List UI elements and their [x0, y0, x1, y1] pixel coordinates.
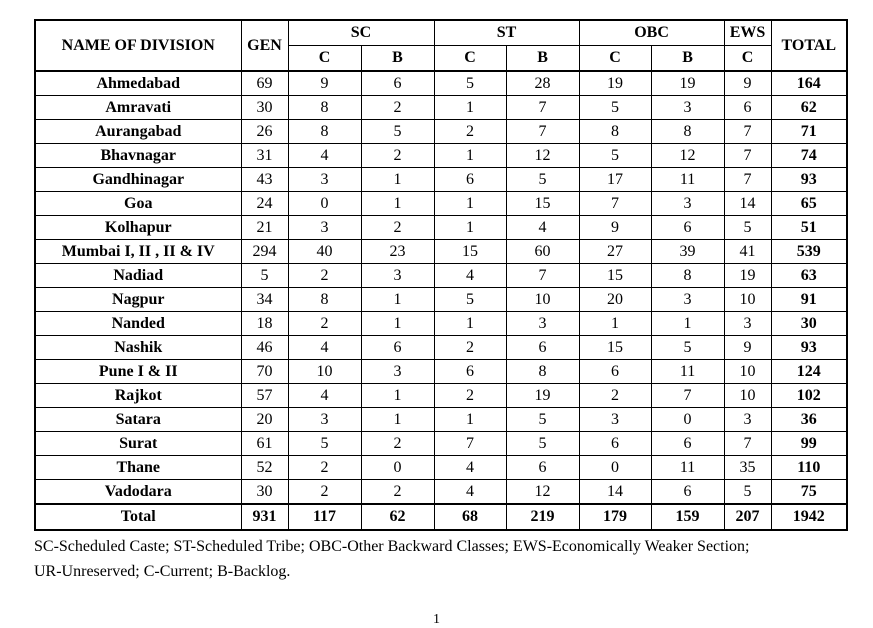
- table-cell: 1: [434, 144, 506, 168]
- row-total: 539: [771, 240, 847, 264]
- table-cell: 11: [651, 456, 724, 480]
- grand-total: 1942: [771, 504, 847, 530]
- table-cell: 4: [288, 384, 361, 408]
- table-cell: 1: [361, 384, 434, 408]
- table-cell: 8: [288, 96, 361, 120]
- division-name: Surat: [35, 432, 241, 456]
- table-cell: 3: [724, 312, 771, 336]
- table-cell: 15: [579, 264, 651, 288]
- table-cell: 28: [506, 71, 579, 96]
- table-cell: 2: [361, 96, 434, 120]
- table-row: [35, 432, 847, 456]
- header-name-of-division: NAME OF DIVISION: [35, 20, 241, 71]
- total-cell: 159: [651, 504, 724, 530]
- table-cell: 5: [724, 216, 771, 240]
- header-ews: EWS: [724, 20, 771, 46]
- table-header: [35, 20, 847, 71]
- row-total: 75: [771, 480, 847, 505]
- table-cell: 294: [241, 240, 288, 264]
- table-cell: 2: [434, 336, 506, 360]
- table-cell: 2: [434, 120, 506, 144]
- table-cell: 5: [506, 168, 579, 192]
- header-gen: GEN: [241, 20, 288, 71]
- table-cell: 7: [506, 120, 579, 144]
- table-cell: 30: [241, 96, 288, 120]
- row-total: 91: [771, 288, 847, 312]
- table-cell: 10: [724, 288, 771, 312]
- table-cell: 8: [579, 120, 651, 144]
- table-cell: 9: [724, 71, 771, 96]
- table-cell: 10: [724, 360, 771, 384]
- total-cell: 68: [434, 504, 506, 530]
- table-cell: 15: [579, 336, 651, 360]
- table-cell: 3: [579, 408, 651, 432]
- division-name: Gandhinagar: [35, 168, 241, 192]
- table-cell: 8: [288, 120, 361, 144]
- table-cell: 2: [361, 432, 434, 456]
- legend-line-2: UR-Unreserved; C-Current; B-Backlog.: [34, 563, 291, 580]
- table-footer: [35, 504, 847, 530]
- table-cell: 39: [651, 240, 724, 264]
- table-cell: 3: [651, 288, 724, 312]
- row-total: 93: [771, 168, 847, 192]
- division-name: Thane: [35, 456, 241, 480]
- subheader-cell: C: [434, 46, 506, 72]
- table-cell: 5: [361, 120, 434, 144]
- row-total: 102: [771, 384, 847, 408]
- table-cell: 3: [288, 408, 361, 432]
- row-total: 93: [771, 336, 847, 360]
- row-total: 124: [771, 360, 847, 384]
- table-cell: 19: [506, 384, 579, 408]
- table-cell: 8: [651, 264, 724, 288]
- table-row: [35, 456, 847, 480]
- division-name: Kolhapur: [35, 216, 241, 240]
- table-cell: 7: [579, 192, 651, 216]
- table-cell: 2: [288, 456, 361, 480]
- table-cell: 6: [506, 336, 579, 360]
- table-cell: 6: [651, 480, 724, 505]
- table-cell: 7: [506, 96, 579, 120]
- table-cell: 7: [724, 168, 771, 192]
- table-cell: 7: [724, 144, 771, 168]
- table-cell: 2: [288, 264, 361, 288]
- table-cell: 0: [361, 456, 434, 480]
- table-cell: 1: [434, 312, 506, 336]
- table-cell: 4: [434, 456, 506, 480]
- table-cell: 3: [724, 408, 771, 432]
- table-cell: 61: [241, 432, 288, 456]
- total-cell: 179: [579, 504, 651, 530]
- table-cell: 7: [506, 264, 579, 288]
- table-row: [35, 96, 847, 120]
- table-cell: 0: [651, 408, 724, 432]
- legend-note: [34, 534, 854, 584]
- division-name: Satara: [35, 408, 241, 432]
- table-cell: 11: [651, 168, 724, 192]
- table-row: [35, 312, 847, 336]
- division-name: Bhavnagar: [35, 144, 241, 168]
- total-cell: 931: [241, 504, 288, 530]
- division-name: Aurangabad: [35, 120, 241, 144]
- total-cell: 207: [724, 504, 771, 530]
- table-cell: 5: [579, 144, 651, 168]
- table-cell: 3: [651, 96, 724, 120]
- table-row: [35, 216, 847, 240]
- table-row: [35, 336, 847, 360]
- total-row: [35, 504, 847, 530]
- row-total: 51: [771, 216, 847, 240]
- table-cell: 35: [724, 456, 771, 480]
- division-name: Nagpur: [35, 288, 241, 312]
- table-cell: 70: [241, 360, 288, 384]
- table-cell: 1: [361, 312, 434, 336]
- table-cell: 1: [361, 168, 434, 192]
- total-row-label: Total: [35, 504, 241, 530]
- division-name: Nashik: [35, 336, 241, 360]
- table-cell: 2: [288, 312, 361, 336]
- division-name: Pune I & II: [35, 360, 241, 384]
- table-cell: 43: [241, 168, 288, 192]
- table-cell: 5: [288, 432, 361, 456]
- table-cell: 2: [361, 144, 434, 168]
- table-cell: 5: [651, 336, 724, 360]
- table-row: [35, 144, 847, 168]
- table-cell: 2: [579, 384, 651, 408]
- subheader-cell: C: [579, 46, 651, 72]
- table-cell: 24: [241, 192, 288, 216]
- table-cell: 11: [651, 360, 724, 384]
- table-cell: 7: [724, 432, 771, 456]
- table-cell: 1: [434, 408, 506, 432]
- table-row: [35, 240, 847, 264]
- table-row: [35, 408, 847, 432]
- table-cell: 5: [434, 288, 506, 312]
- table-cell: 9: [724, 336, 771, 360]
- table-cell: 4: [434, 264, 506, 288]
- table-cell: 14: [579, 480, 651, 505]
- table-cell: 2: [288, 480, 361, 505]
- row-total: 164: [771, 71, 847, 96]
- table-cell: 6: [434, 360, 506, 384]
- header-total: TOTAL: [771, 20, 847, 71]
- row-total: 74: [771, 144, 847, 168]
- table-cell: 60: [506, 240, 579, 264]
- total-cell: 219: [506, 504, 579, 530]
- table-row: [35, 360, 847, 384]
- table-cell: 1: [579, 312, 651, 336]
- division-name: Nadiad: [35, 264, 241, 288]
- table-cell: 17: [579, 168, 651, 192]
- table-cell: 6: [651, 432, 724, 456]
- legend-line-1: SC-Scheduled Caste; ST-Scheduled Tribe; OBC-Other Backward Classes; EWS-Economically Weaker Section;: [34, 538, 750, 555]
- table-row: [35, 192, 847, 216]
- division-name: Ahmedabad: [35, 71, 241, 96]
- table-cell: 10: [506, 288, 579, 312]
- table-cell: 69: [241, 71, 288, 96]
- table-cell: 12: [651, 144, 724, 168]
- table-cell: 10: [724, 384, 771, 408]
- table-cell: 7: [434, 432, 506, 456]
- table-cell: 6: [434, 168, 506, 192]
- table-cell: 15: [506, 192, 579, 216]
- table-cell: 8: [651, 120, 724, 144]
- table-cell: 0: [579, 456, 651, 480]
- table-cell: 4: [288, 336, 361, 360]
- division-vacancy-table: [34, 19, 848, 531]
- division-name: Amravati: [35, 96, 241, 120]
- table-cell: 1: [434, 96, 506, 120]
- table-cell: 9: [288, 71, 361, 96]
- total-cell: 62: [361, 504, 434, 530]
- table-row: [35, 71, 847, 96]
- table-cell: 15: [434, 240, 506, 264]
- header-sc: SC: [288, 20, 434, 46]
- table-cell: 6: [651, 216, 724, 240]
- table-cell: 9: [579, 216, 651, 240]
- table-cell: 31: [241, 144, 288, 168]
- table-cell: 20: [579, 288, 651, 312]
- table-cell: 26: [241, 120, 288, 144]
- table-cell: 30: [241, 480, 288, 505]
- table-cell: 4: [288, 144, 361, 168]
- row-total: 30: [771, 312, 847, 336]
- table-cell: 52: [241, 456, 288, 480]
- table-cell: 19: [651, 71, 724, 96]
- table-cell: 6: [724, 96, 771, 120]
- subheader-cell: C: [288, 46, 361, 72]
- table-cell: 5: [724, 480, 771, 505]
- subheader-cell: B: [651, 46, 724, 72]
- table-cell: 6: [579, 432, 651, 456]
- division-name: Vadodara: [35, 480, 241, 505]
- table-cell: 18: [241, 312, 288, 336]
- table-cell: 12: [506, 144, 579, 168]
- division-name: Mumbai I, II , II & IV: [35, 240, 241, 264]
- table-cell: 46: [241, 336, 288, 360]
- table-cell: 3: [361, 360, 434, 384]
- table-cell: 6: [579, 360, 651, 384]
- table-cell: 21: [241, 216, 288, 240]
- table-cell: 27: [579, 240, 651, 264]
- table-cell: 1: [651, 312, 724, 336]
- subheader-cell: C: [724, 46, 771, 72]
- table-cell: 3: [288, 168, 361, 192]
- page-number: 1: [433, 612, 440, 627]
- table-cell: 3: [651, 192, 724, 216]
- table-cell: 7: [724, 120, 771, 144]
- row-total: 65: [771, 192, 847, 216]
- table-cell: 1: [434, 192, 506, 216]
- row-total: 36: [771, 408, 847, 432]
- table-cell: 6: [361, 336, 434, 360]
- table-cell: 12: [506, 480, 579, 505]
- table-row: [35, 264, 847, 288]
- table-cell: 5: [241, 264, 288, 288]
- table-cell: 2: [434, 384, 506, 408]
- header-st: ST: [434, 20, 579, 46]
- table-body: [35, 71, 847, 504]
- table-cell: 6: [361, 71, 434, 96]
- table-cell: 19: [579, 71, 651, 96]
- table-row: [35, 384, 847, 408]
- table-cell: 5: [506, 408, 579, 432]
- table-cell: 1: [361, 408, 434, 432]
- table-cell: 3: [288, 216, 361, 240]
- table-cell: 4: [506, 216, 579, 240]
- subheader-cell: B: [506, 46, 579, 72]
- table-cell: 57: [241, 384, 288, 408]
- table-cell: 23: [361, 240, 434, 264]
- row-total: 99: [771, 432, 847, 456]
- subheader-cell: B: [361, 46, 434, 72]
- table-cell: 34: [241, 288, 288, 312]
- table-cell: 1: [434, 216, 506, 240]
- row-total: 63: [771, 264, 847, 288]
- table-row: [35, 120, 847, 144]
- row-total: 71: [771, 120, 847, 144]
- table-cell: 40: [288, 240, 361, 264]
- table-cell: 8: [506, 360, 579, 384]
- table-cell: 5: [579, 96, 651, 120]
- table-cell: 1: [361, 288, 434, 312]
- table-row: [35, 288, 847, 312]
- division-name: Goa: [35, 192, 241, 216]
- division-name: Rajkot: [35, 384, 241, 408]
- table-cell: 20: [241, 408, 288, 432]
- table-cell: 19: [724, 264, 771, 288]
- total-cell: 117: [288, 504, 361, 530]
- table-cell: 14: [724, 192, 771, 216]
- table-cell: 4: [434, 480, 506, 505]
- row-total: 110: [771, 456, 847, 480]
- table-cell: 10: [288, 360, 361, 384]
- table-cell: 8: [288, 288, 361, 312]
- table-row: [35, 480, 847, 505]
- table-row: [35, 168, 847, 192]
- table-cell: 1: [361, 192, 434, 216]
- header-obc: OBC: [579, 20, 724, 46]
- table-cell: 0: [288, 192, 361, 216]
- table-cell: 5: [506, 432, 579, 456]
- table-cell: 2: [361, 480, 434, 505]
- table-cell: 6: [506, 456, 579, 480]
- table-cell: 2: [361, 216, 434, 240]
- row-total: 62: [771, 96, 847, 120]
- table-cell: 3: [506, 312, 579, 336]
- division-name: Nanded: [35, 312, 241, 336]
- table-cell: 7: [651, 384, 724, 408]
- table-cell: 3: [361, 264, 434, 288]
- table-cell: 5: [434, 71, 506, 96]
- table-cell: 41: [724, 240, 771, 264]
